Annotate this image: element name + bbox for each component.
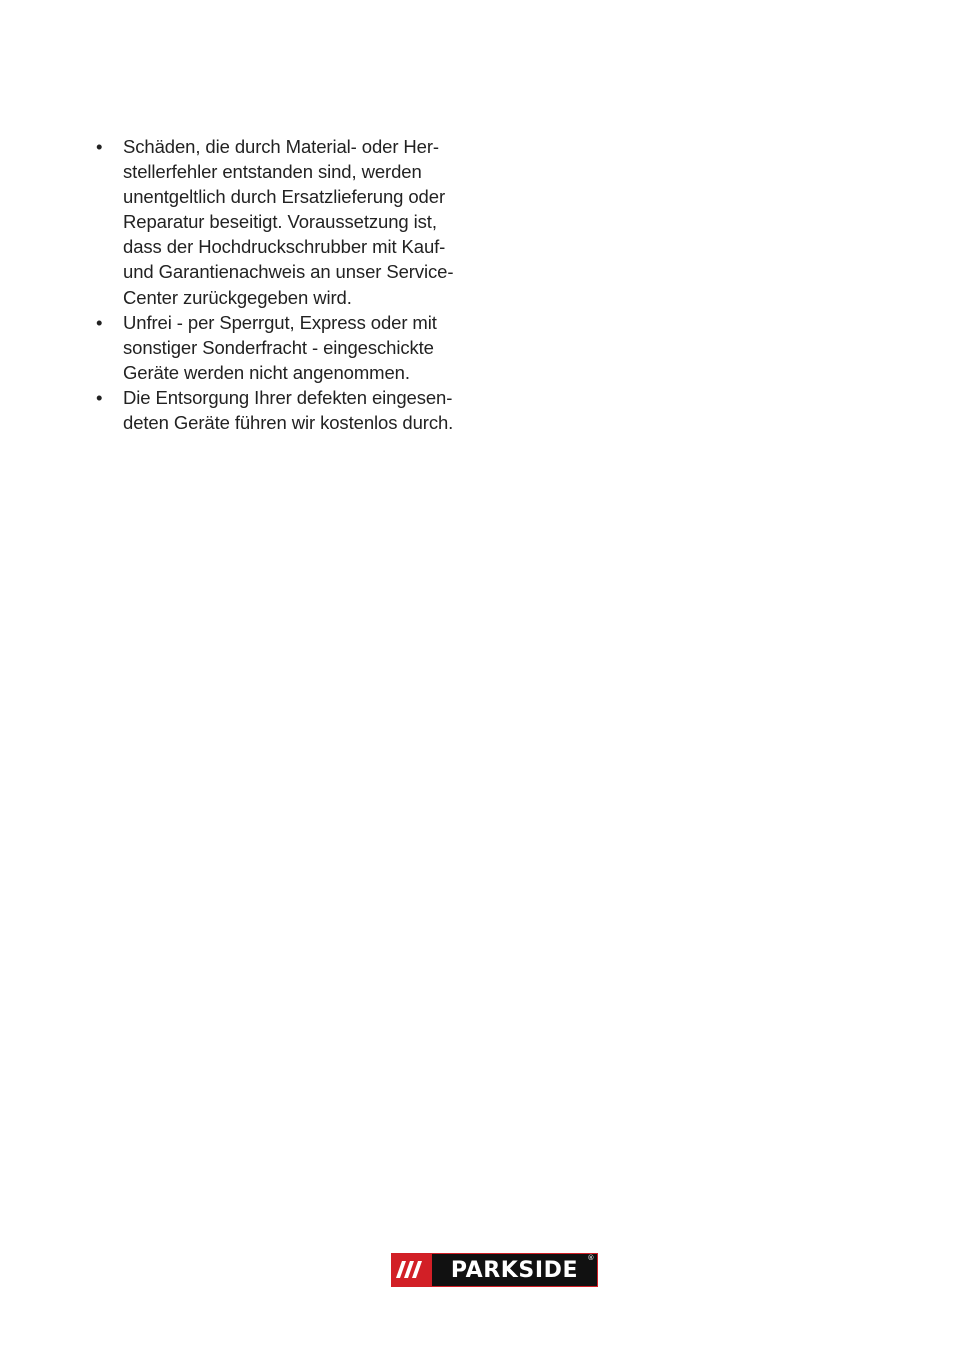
triple-slash-icon xyxy=(392,1254,432,1285)
document-body xyxy=(96,134,496,435)
list-item xyxy=(96,385,496,435)
text-line: deten Geräte führen wir kostenlos durch. xyxy=(123,412,454,434)
logo-brand-text: PARKSIDE xyxy=(450,1257,579,1283)
text-line: sonstiger Sonderfracht - eingeschickte xyxy=(123,336,434,358)
logo-wordmark xyxy=(432,1254,597,1286)
list-item xyxy=(96,310,496,385)
list-item xyxy=(96,134,496,310)
text-line: Reparatur beseitigt. Voraussetzung ist, xyxy=(123,211,437,233)
text-line: Center zurückgegeben wird. xyxy=(123,286,352,308)
bullet-marker: • xyxy=(96,386,103,408)
text-line: Unfrei - per Sperrgut, Express oder mit xyxy=(123,311,437,333)
text-line: Die Entsorgung Ihrer defekten eingesen- xyxy=(123,386,453,408)
text-line: und Garantienachweis an unser Service- xyxy=(123,261,454,283)
logo-slashes-icon xyxy=(392,1254,432,1286)
text-line: dass der Hochdruckschrubber mit Kauf- xyxy=(123,236,446,258)
text-line: unentgeltlich durch Ersatzlieferung oder xyxy=(123,186,445,208)
bullet-marker: • xyxy=(96,136,103,157)
parkside-logo xyxy=(391,1253,598,1287)
bullet-marker: • xyxy=(96,311,103,333)
text-line: Geräte werden nicht angenommen. xyxy=(123,361,410,383)
registered-mark: ® xyxy=(587,1254,595,1262)
text-line: stellerfehler entstanden sind, werden xyxy=(123,161,422,183)
warranty-bullet-list xyxy=(96,134,496,435)
text-line: Schäden, die durch Material- oder Her- xyxy=(123,136,439,157)
